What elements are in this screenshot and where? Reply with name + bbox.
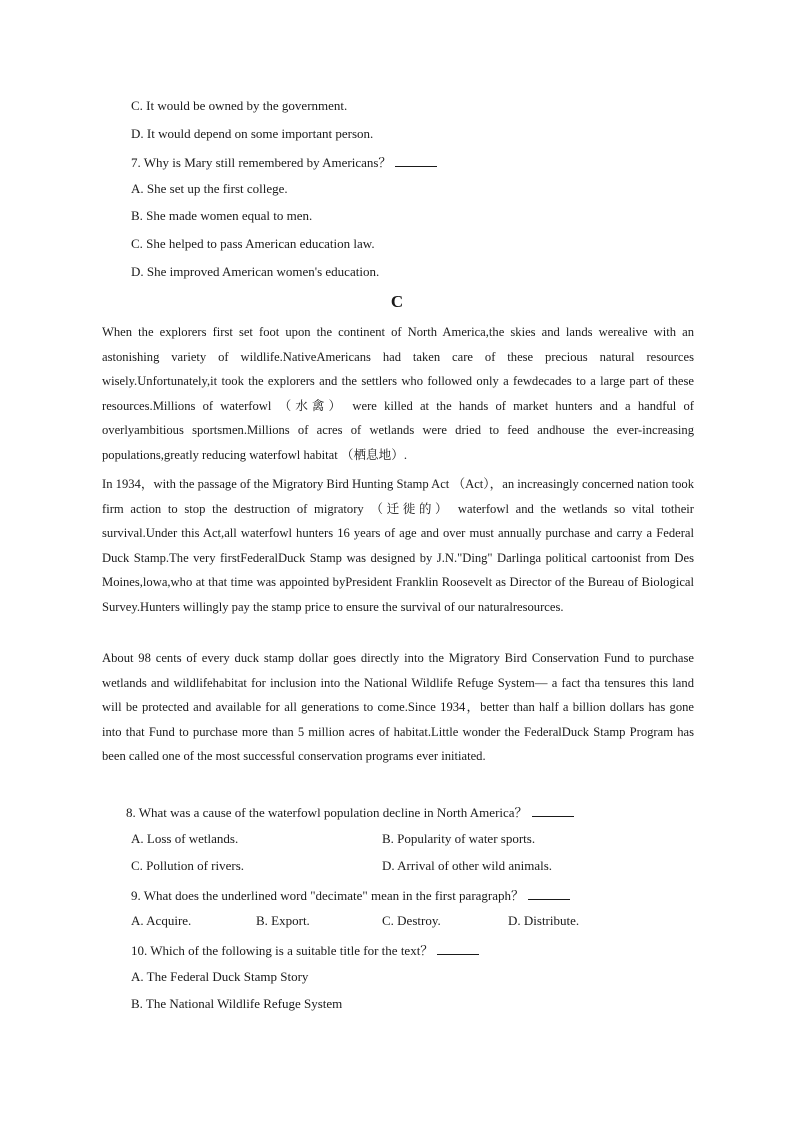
- passage-paragraph-1: When the explorers first set foot upon the continent of North America,the skies and lands werealive with an astonishing variety of wildlife.NativeAmericans had taken care of these precious natural resources wisely.Unfortunately,it took the explorers and the settlers who followed only a fewdecades to a large part of these resources.Millions of waterfowl （水禽） were killed at the hands of market hunters and a handful of overlyambitious sportsmen.Millions of acres of wetlands were dried to feed andhouse the ever-increasing populations,greatly reducing waterfowl habitat （栖息地）.: [102, 325, 694, 462]
- q9-stem: [131, 886, 570, 904]
- answer-blank: [437, 941, 479, 955]
- passage-paragraph-2: In 1934，with the passage of the Migratory Bird Hunting Stamp Act （Act），an increasingly concerned nation took firm action to stop the destruction of migratory （迁徙的） waterfowl and the wetlands so vital totheir survival.Under this Act,all waterfowl hunters 16 years of age and over must annually purchase and carry a Federal Duck Stamp.The very firstFederalDuck Stamp was designed by J.N."Ding" Darlinga political cartoonist from Des Moines,lowa,who at that time was appointed byPresident Franklin Roosevelt as Director of the Bureau of Biological Survey.Hunters willingly pay the stamp price to ensure the survival of our naturalresources.: [102, 477, 694, 614]
- q9-option-d: D. Distribute.: [508, 913, 580, 928]
- q6-option-d: D. It would depend on some important person.: [131, 126, 374, 141]
- q10-stem-text: 10. Which of the following is a suitable title for the text？: [131, 943, 434, 958]
- q8-option-b: B. Popularity of water sports.: [382, 831, 536, 846]
- q10-stem: [131, 941, 479, 959]
- answer-blank: [532, 803, 574, 817]
- q7-option-a: A. She set up the first college.: [131, 181, 288, 196]
- q7-stem: [131, 153, 437, 171]
- answer-blank: [528, 886, 570, 900]
- q10-option-b: B. The National Wildlife Refuge System: [131, 996, 343, 1011]
- answer-blank: [395, 153, 437, 167]
- q8-option-a: A. Loss of wetlands.: [131, 831, 239, 846]
- q9-option-c: C. Destroy.: [382, 913, 441, 928]
- q8-option-d: D. Arrival of other wild animals.: [382, 858, 553, 873]
- q7-option-c: C. She helped to pass American education law.: [131, 236, 375, 251]
- q7-option-b: B. She made women equal to men.: [131, 208, 313, 223]
- q6-option-c: C. It would be owned by the government.: [131, 98, 348, 113]
- q8-stem-text: 8. What was a cause of the waterfowl population decline in North America？: [126, 805, 528, 820]
- q9-option-a: A. Acquire.: [131, 913, 192, 928]
- passage-paragraph-3: About 98 cents of every duck stamp dollar goes directly into the Migratory Bird Conservation Fund to purchase wetlands and wildlifehabitat for inclusion into the National Wildlife Refuge System— a fact tha tensures this land will be protected and available for all generations to come.Since 1934，better than half a billion dollars has gone into that Fund to purchase more than 5 million acres of habitat.Little wonder the FederalDuck Stamp Program has been called one of the most successful conservation programs ever initiated.: [102, 651, 694, 764]
- q8-option-c: C. Pollution of rivers.: [131, 858, 245, 873]
- q7-stem-text: 7. Why is Mary still remembered by Americans？: [131, 155, 392, 170]
- q10-option-a: A. The Federal Duck Stamp Story: [131, 969, 309, 984]
- q8-stem: [126, 803, 574, 821]
- q7-option-d: D. She improved American women's education.: [131, 264, 380, 279]
- section-title: C: [390, 292, 404, 311]
- q9-option-b: B. Export.: [256, 913, 310, 928]
- q9-stem-text: 9. What does the underlined word "decimate" mean in the first paragraph？: [131, 888, 525, 903]
